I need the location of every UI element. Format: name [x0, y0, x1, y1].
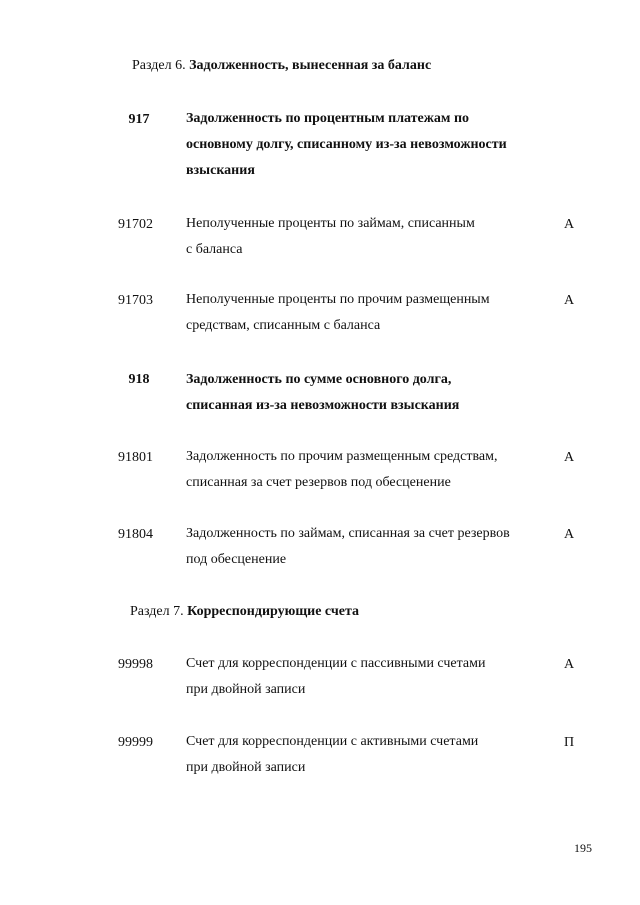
page-number: 195: [574, 841, 592, 855]
account-code: 99999: [118, 735, 153, 750]
description-line: Задолженность по сумме основного долга,: [186, 372, 452, 387]
description-line: при двойной записи: [186, 760, 306, 775]
description-line: Задолженность по процентным платежам по: [186, 111, 470, 126]
account-description: [186, 729, 478, 781]
section-prefix: Раздел 7.: [130, 604, 184, 619]
description-line: Задолженность по займам, списанная за счет резервов: [186, 526, 510, 541]
description-line: основному долгу, списанному из-за невозможности: [186, 137, 507, 152]
description-line: Счет для корреспонденции с пассивными счетами: [186, 656, 486, 671]
description-line: при двойной записи: [186, 682, 306, 697]
description-line: Неполученные проценты по прочим размещенным: [186, 292, 490, 307]
account-code: 918: [128, 372, 150, 387]
account-code: 91804: [118, 527, 153, 542]
account-description: [186, 287, 490, 339]
account-type-mark: А: [564, 527, 575, 542]
description-line: с баланса: [186, 242, 243, 257]
account-description: [186, 651, 485, 703]
account-type-mark: А: [564, 217, 575, 232]
account-description: [186, 444, 497, 496]
section-heading-6: [132, 58, 431, 74]
account-description: [186, 367, 459, 419]
description-line: Задолженность по прочим размещенным средствам,: [186, 449, 498, 464]
account-type-mark: А: [564, 293, 575, 308]
account-description: [186, 521, 510, 573]
account-code: 99998: [118, 657, 153, 672]
section-prefix: Раздел 6.: [132, 58, 186, 73]
account-code: 91801: [118, 450, 153, 465]
account-code: 91702: [118, 217, 153, 232]
description-line: списанная за счет резервов под обесценение: [186, 475, 451, 490]
description-line: Неполученные проценты по займам, списанным: [186, 216, 475, 231]
section-heading-7: [130, 604, 359, 620]
description-line: списанная из-за невозможности взыскания: [186, 398, 460, 413]
description-line: под обесценение: [186, 552, 287, 567]
account-description: [186, 106, 507, 184]
description-line: средствам, списанным с баланса: [186, 318, 381, 333]
account-code: 91703: [118, 293, 153, 308]
section-title: Задолженность, вынесенная за баланс: [189, 58, 432, 73]
description-line: Счет для корреспонденции с активными счетами: [186, 734, 479, 749]
account-type-mark: А: [564, 657, 575, 672]
account-description: [186, 211, 475, 263]
account-type-mark: П: [564, 735, 575, 750]
account-type-mark: А: [564, 450, 575, 465]
section-title: Корреспондирующие счета: [187, 604, 360, 619]
description-line: взыскания: [186, 163, 255, 178]
account-code: 917: [128, 112, 150, 127]
